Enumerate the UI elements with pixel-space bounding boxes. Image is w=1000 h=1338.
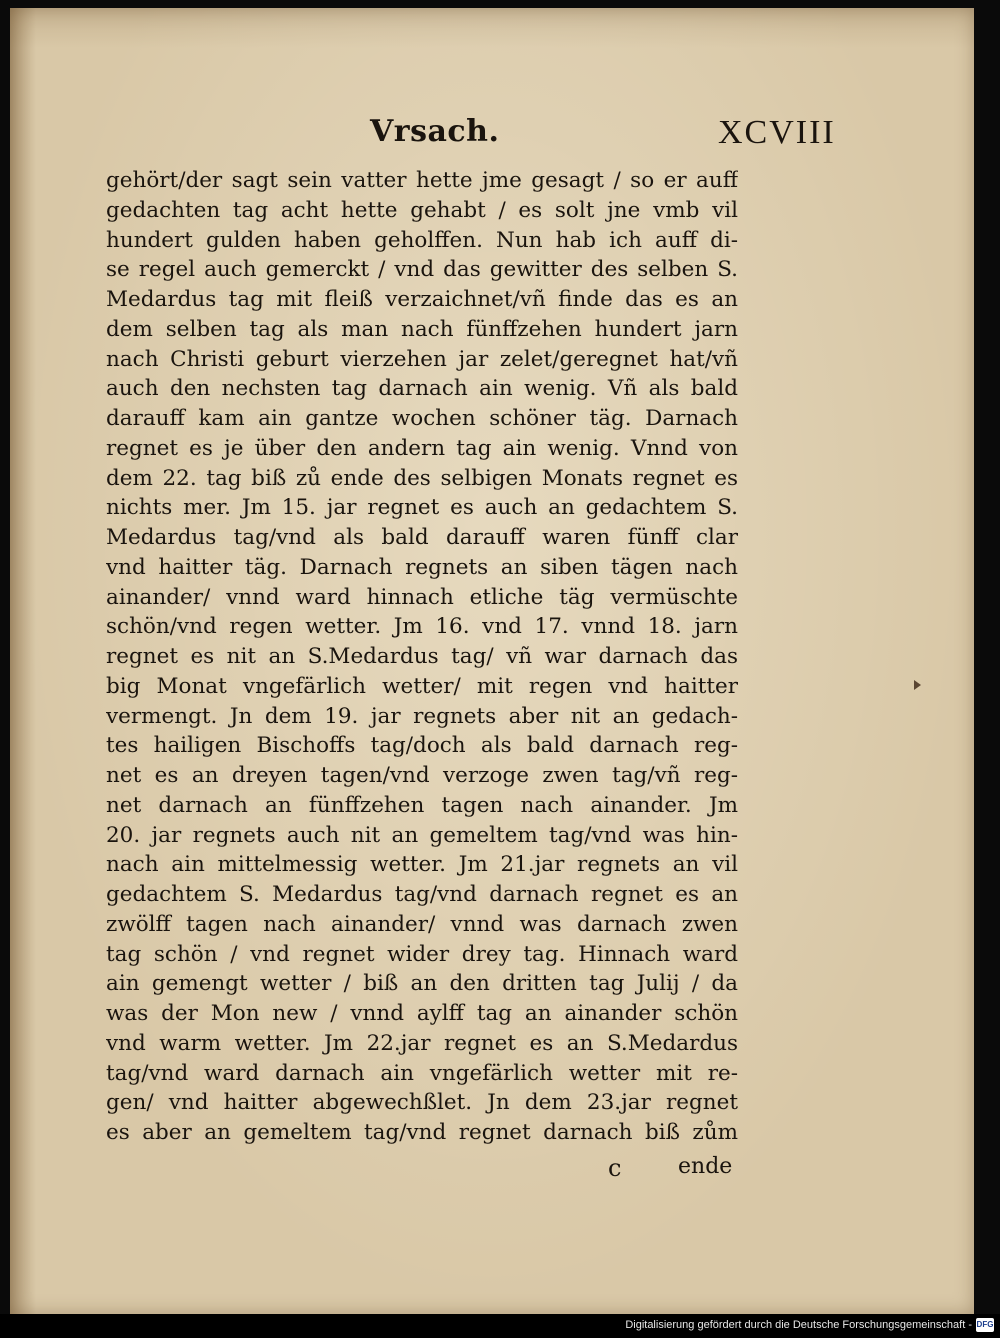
text-line: darauff kam ain gantze wochen schöner täg. Darnach <box>106 406 738 431</box>
book-page <box>10 8 974 1314</box>
funding-credit: Digitalisierung gefördert durch die Deutsche Forschungsgemeinschaft - <box>625 1319 972 1331</box>
text-line: tag schön / vnd regnet wider drey tag. Hinnach ward <box>106 941 738 967</box>
text-line: nichts mer. Jm 15. jar regnet es auch an gedachtem S. <box>106 495 738 521</box>
text-line: gedachtem S. Medardus tag/vnd darnach regnet es an <box>106 882 738 907</box>
signature-mark: c <box>608 1154 622 1182</box>
text-line: ain gemengt wetter / biß an den dritten tag Julij / da <box>106 971 738 997</box>
margin-mark-icon <box>914 680 921 690</box>
text-line: zwölff tagen nach ainander/ vnnd was darnach zwen <box>106 911 738 937</box>
text-line: vermengt. Jn dem 19. jar regnets aber nit an gedach- <box>106 703 738 729</box>
text-line: gedachten tag acht hette gehabt / es solt jne vmb vil <box>106 197 738 223</box>
text-line: net darnach an fünffzehen tagen nach ainander. Jm <box>106 792 738 818</box>
text-line: se regel auch gemerckt / vnd das gewitter des selben S. <box>106 257 738 283</box>
digitization-footer <box>0 1314 1000 1338</box>
text-line: auch den nechsten tag darnach ain wenig. Vñ als bald <box>106 376 738 402</box>
text-line: tag/vnd ward darnach ain vngefärlich wetter mit re- <box>106 1060 738 1086</box>
text-line: nach ain mittelmessig wetter. Jm 21.jar regnets an vil <box>106 852 738 878</box>
running-head: Vrsach. <box>370 114 500 149</box>
text-line: ainander/ vnnd ward hinnach etliche täg vermüschte <box>106 584 738 610</box>
body-text <box>106 166 738 1148</box>
text-line: dem 22. tag biß zů ende des selbigen Monats regnet es <box>106 465 738 491</box>
text-line: schön/vnd regen wetter. Jm 16. vnd 17. vnnd 18. jarn <box>106 614 738 640</box>
folio-number: XCVIII <box>718 114 836 151</box>
catchword: ende <box>678 1154 733 1179</box>
text-line: es aber an gemeltem tag/vnd regnet darnach biß zům <box>106 1120 738 1145</box>
text-line: gehört/der sagt sein vatter hette jme gesagt / so er auff <box>106 168 738 193</box>
text-line: vnd haitter täg. Darnach regnets an siben tägen nach <box>106 554 738 580</box>
dfg-logo-icon: DFG <box>976 1318 994 1332</box>
page-header <box>10 112 974 162</box>
text-line: tes hailigen Bischoffs tag/doch als bald darnach reg- <box>106 733 738 759</box>
text-line: net es an dreyen tagen/vnd verzoge zwen tag/vñ reg- <box>106 763 738 788</box>
text-line: gen/ vnd haitter abgewechßlet. Jn dem 23.jar regnet <box>106 1090 738 1116</box>
text-line: dem selben tag als man nach fünffzehen hundert jarn <box>106 316 738 342</box>
text-line: big Monat vngefärlich wetter/ mit regen vnd haitter <box>106 673 738 699</box>
text-line: vnd warm wetter. Jm 22.jar regnet es an S.Medardus <box>106 1030 738 1056</box>
text-line: Medardus tag/vnd als bald darauff waren fünff clar <box>106 525 738 550</box>
text-line: 20. jar regnets auch nit an gemeltem tag/vnd was hin- <box>106 822 738 848</box>
text-line: regnet es nit an S.Medardus tag/ vñ war darnach das <box>106 644 738 669</box>
text-line: was der Mon new / vnnd aylff tag an ainander schön <box>106 1001 738 1026</box>
page-foot <box>10 1154 974 1186</box>
text-line: nach Christi geburt vierzehen jar zelet/geregnet hat/vñ <box>106 346 738 372</box>
text-line: Medardus tag mit fleiß verzaichnet/vñ finde das es an <box>106 287 738 312</box>
text-line: hundert gulden haben geholffen. Nun hab ich auff di- <box>106 227 738 253</box>
text-line: regnet es je über den andern tag ain wenig. Vnnd von <box>106 435 738 461</box>
